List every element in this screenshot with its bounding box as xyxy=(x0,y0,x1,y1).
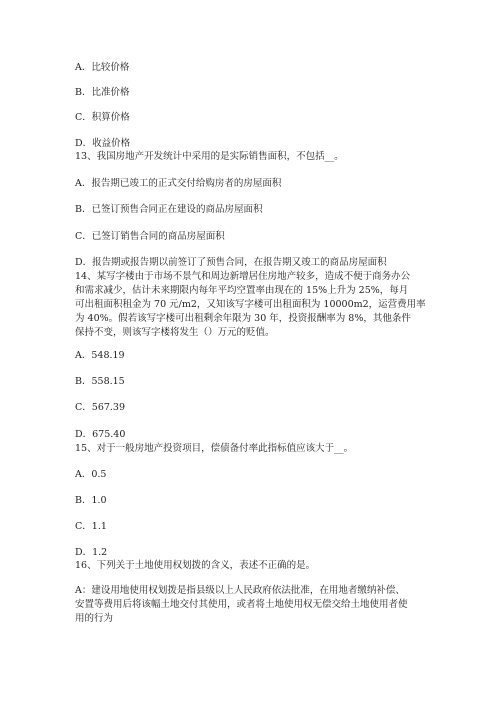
option-text-line: A：建设用地使用权划拨是指县级以上人民政府依法批准，在用地者缴纳补偿、 xyxy=(75,585,405,596)
option-text-line: 安置等费用后将该幅土地交付其使用，或者将土地使用权无偿交给土地使用者使 xyxy=(75,599,408,610)
option-text: C．积算价格 xyxy=(75,112,130,123)
option-text: B．558.15 xyxy=(75,376,125,387)
question-stem-line: 可出租面积租金为 70 元/m2，又知该写字楼可出租面积为 10000m2，运营费用率 xyxy=(75,299,426,310)
option-text: A．比较价格 xyxy=(75,62,130,73)
option-text: A．548.19 xyxy=(75,350,125,361)
option-text-line: 用的行为 xyxy=(75,613,114,624)
question-stem: 15、对于一般房地产投资项目，偿债备付率此指标值应该大于__。 xyxy=(75,443,354,454)
question-stem-line: 14、某写字楼由于市场不景气和周边新增居住房地产较多，造成不便于商务办公 xyxy=(75,271,411,282)
option-text: B．已签订预售合同正在建设的商品房屋面积 xyxy=(75,204,263,215)
option-text: D．1.2 xyxy=(75,547,108,558)
option-text: D．675.40 xyxy=(75,429,126,440)
option-text: A．0.5 xyxy=(75,469,107,480)
option-text: D．报告期或报告期以前签订了预售合同，在报告期又竣工的商品房屋面积 xyxy=(75,257,387,268)
question-stem: 16、下列关于土地使用权划拨的含义，表述不正确的是。 xyxy=(75,560,316,571)
question-stem: 13、我国房地产开发统计中采用的是实际销售面积，不包括__。 xyxy=(75,151,344,162)
question-stem-line: 和需求减少，估计未来期限内每年平均空置率由现在的 15%上升为 25%，每月 xyxy=(75,285,409,296)
option-text: C．已签订销售合同的商品房屋面积 xyxy=(75,231,225,242)
question-stem-line: 为 40%。假若该写字楼可出租剩余年限为 30 年，投资报酬率为 8%，其他条件 xyxy=(75,313,411,324)
option-text: C．1.1 xyxy=(75,521,107,532)
option-text: D．收益价格 xyxy=(75,138,131,149)
option-text: B．比准价格 xyxy=(75,87,130,98)
option-text: B．1.0 xyxy=(75,495,107,506)
option-text: A．报告期已竣工的正式交付给购房者的房屋面积 xyxy=(75,178,282,189)
option-text: C．567.39 xyxy=(75,402,126,413)
question-stem-line: 保持不变，则该写字楼将发生（）万元的贬值。 xyxy=(75,327,275,338)
